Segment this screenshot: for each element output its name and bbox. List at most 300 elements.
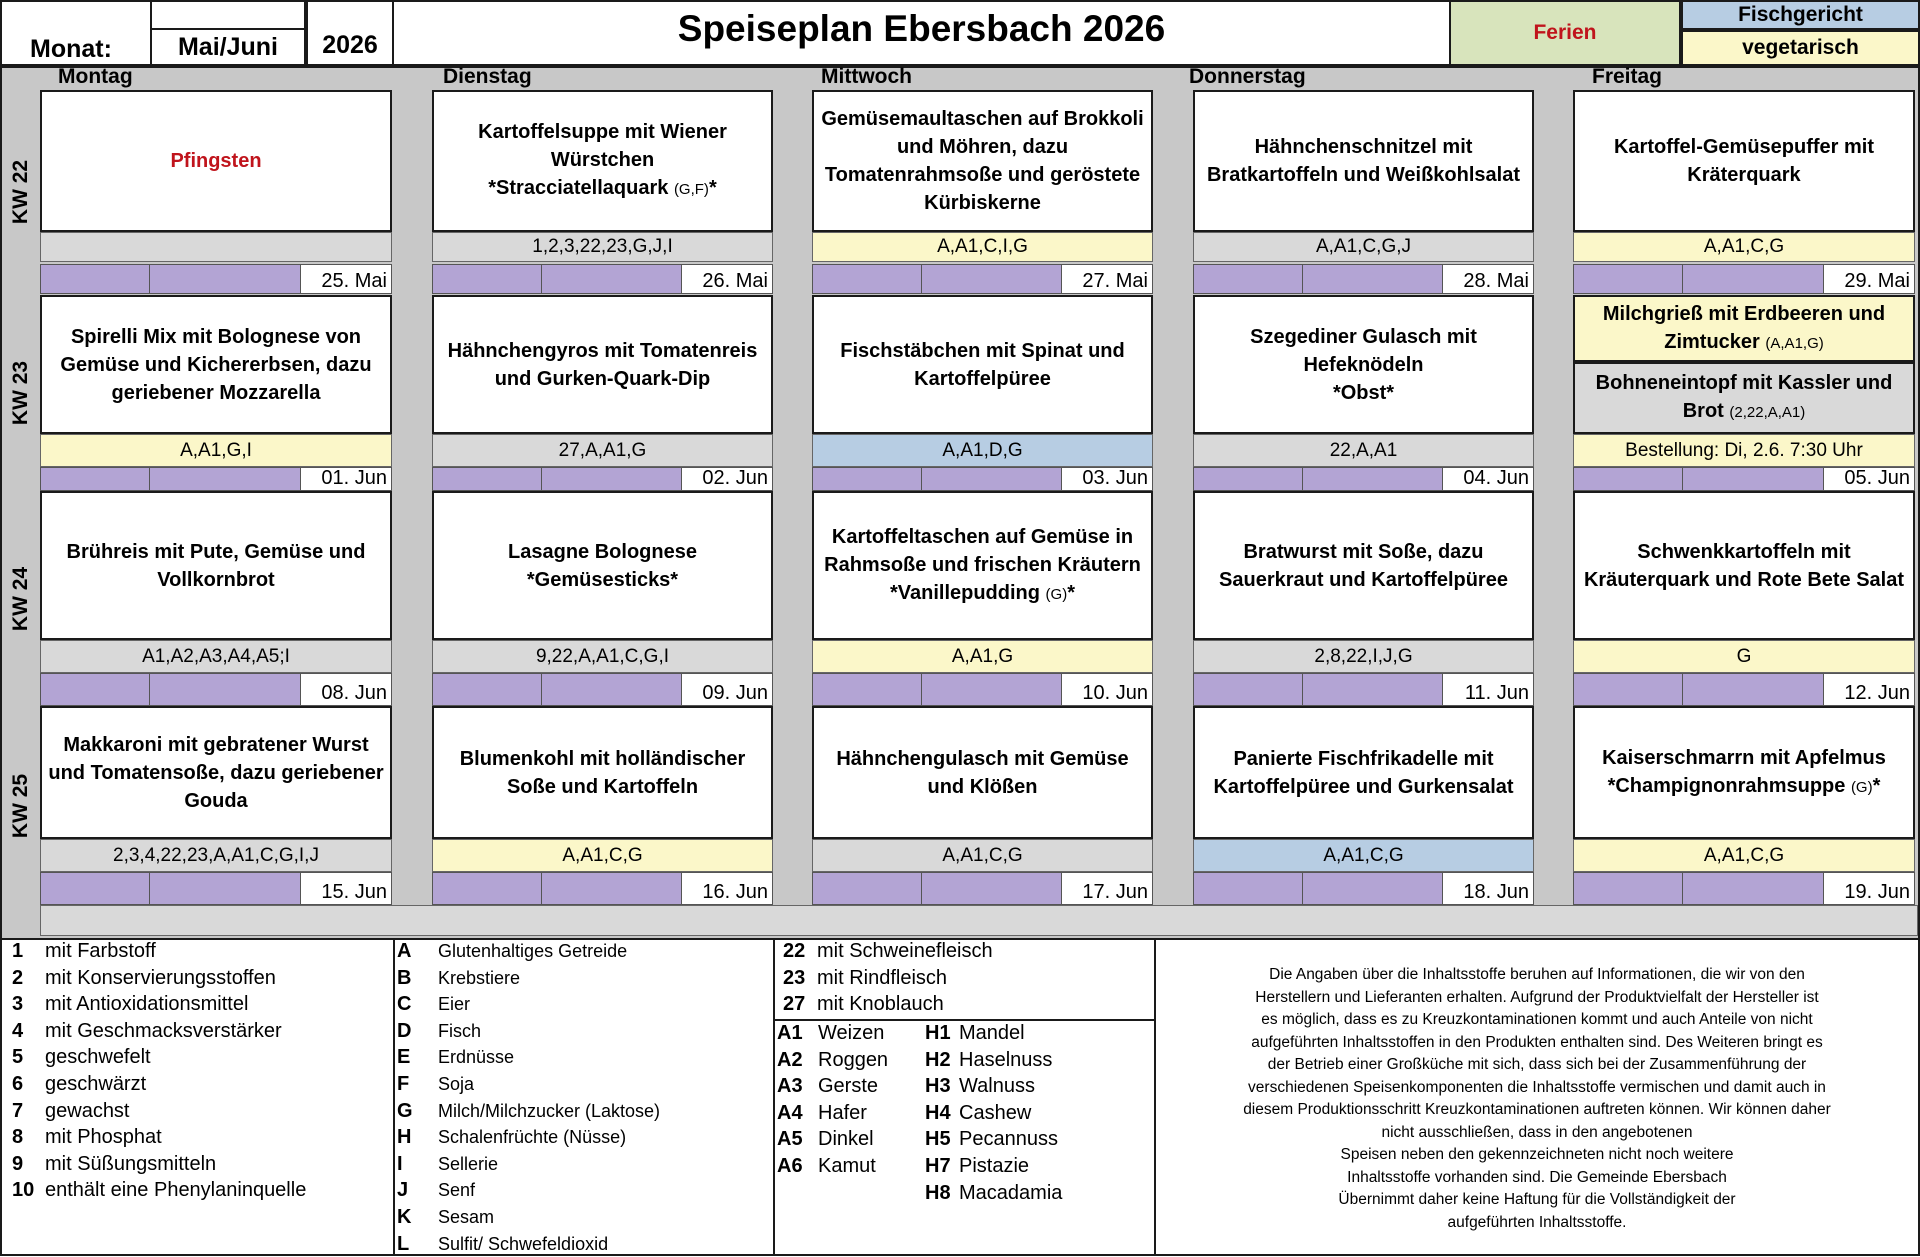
meal-cell[interactable] (1193, 491, 1534, 640)
date-strip (1193, 673, 1534, 706)
grains-text: Weizen (818, 1022, 885, 1044)
month-top-box (150, 0, 306, 30)
nuts-code: H4 (925, 1101, 951, 1124)
additives-code: 6 (12, 1072, 24, 1095)
nuts-code: H5 (925, 1128, 951, 1151)
disclaimer-line: Herstellern und Lieferanten erhalten. Aufgrund der Produktvielfalt der Hersteller ist (1255, 988, 1819, 1006)
allergen-codes: 2,8,22,I,J,G (1193, 640, 1534, 673)
date-label: 09. Jun (681, 674, 772, 705)
meat-list (783, 938, 1153, 1018)
meal-text (440, 118, 765, 204)
meal-title: Schwenkkartoffeln mit Kräuterquark und Rote Bete Salat (1583, 540, 1905, 591)
grains-code: A5 (777, 1128, 803, 1151)
legend-divider-2 (773, 938, 775, 1256)
meat-item (783, 965, 1153, 992)
additives-item (12, 1124, 392, 1151)
date-label: 08. Jun (300, 674, 391, 705)
date-strip-divider (1682, 873, 1683, 904)
meal-text (1201, 745, 1526, 801)
date-label: 27. Mai (1061, 265, 1152, 293)
meal-suffix: * (1067, 581, 1076, 604)
meal-cell[interactable] (812, 706, 1153, 839)
nuts-text: Walnuss (959, 1075, 1035, 1098)
meal-cell[interactable] (1573, 491, 1915, 640)
meal-cell[interactable] (432, 90, 773, 232)
additives-code: 2 (12, 966, 24, 989)
meal-text (48, 323, 384, 407)
allergen-codes: A1,A2,A3,A4,A5;I (40, 640, 392, 673)
meal-cell[interactable] (40, 491, 392, 640)
meal-side: *Champignonrahmsuppe (1607, 774, 1846, 797)
meal-title: Hähnchengulasch mit Gemüse und Klößen (836, 747, 1129, 798)
date-label: 25. Mai (300, 265, 391, 293)
allergen_letters-text: Sulfit/ Schwefeldioxid (438, 1233, 609, 1254)
date-label: 15. Jun (300, 873, 391, 904)
nuts-code: H2 (925, 1048, 951, 1071)
nuts-text: Mandel (959, 1022, 1025, 1044)
allergen_letters-code: J (397, 1179, 409, 1202)
allergen_letters-item (397, 1098, 772, 1125)
date-strip (812, 872, 1153, 905)
meal-title: Milchgrieß mit Erdbeeren und Zimtucker (1602, 302, 1886, 353)
grains-code: A4 (777, 1101, 803, 1124)
date-strip-divider (921, 468, 922, 490)
allergen_letters-text: Senf (438, 1180, 476, 1201)
allergen_letters-text: Sesam (438, 1206, 495, 1227)
meal-title: Lasagne Bolognese (508, 540, 697, 563)
meal-title: Gemüsemaultaschen auf Brokkoli und Möhren, dazu Tomatenrahmsoße und geröstete Kürbiskerne (821, 108, 1144, 214)
meat-text: mit Schweinefleisch (817, 940, 993, 962)
day-header-tuesday: Dienstag (443, 65, 532, 88)
nuts-item (925, 1126, 1150, 1153)
allergen-codes: 2,3,4,22,23,A,A1,C,G,I,J (40, 839, 392, 872)
grains-item (777, 1020, 917, 1047)
disclaimer-note (1156, 964, 1918, 1234)
disclaimer-line: Inhaltsstoffe vorhanden sind. Die Gemeinde Ebersbach (1347, 1168, 1727, 1186)
additives-item (12, 1044, 392, 1071)
date-strip (1573, 264, 1915, 294)
meal-cell[interactable] (432, 706, 773, 839)
additives-text: mit Süßungsmitteln (45, 1152, 217, 1175)
allergen-codes: A,A1,C,G (1573, 839, 1915, 872)
meal-text (820, 745, 1145, 801)
meal-title: Hähnchengyros mit Tomatenreis und Gurken-Quark-Dip (447, 339, 758, 390)
additives-item (12, 965, 392, 992)
nuts-text: Pistazie (959, 1154, 1030, 1177)
allergen_letters-item (397, 938, 772, 965)
date-strip-divider (1302, 468, 1303, 490)
allergen_letters-code: E (397, 1046, 411, 1069)
allergen_letters-code: G (397, 1099, 413, 1122)
grains-code: A3 (777, 1075, 803, 1098)
disclaimer-line: Speisen neben den gekennzeichneten nicht noch weitere (1340, 1146, 1734, 1163)
allergen-codes: 22,A,A1 (1193, 434, 1534, 467)
allergen_letters-text: Sellerie (438, 1153, 499, 1174)
meal-text (1581, 369, 1907, 427)
meal-title: Kaiserschmarrn mit Apfelmus (1602, 746, 1886, 769)
allergen_letters-item (397, 1151, 772, 1178)
meal-cell[interactable] (812, 90, 1153, 232)
allergen_letters-text: Eier (438, 994, 471, 1015)
meal-allergen-note: (G) (1045, 585, 1068, 603)
nuts-code: H7 (925, 1154, 951, 1177)
date-label: 04. Jun (1442, 468, 1533, 490)
nuts-text: Pecannuss (959, 1128, 1058, 1151)
meat-code: 23 (783, 966, 806, 989)
date-label: 10. Jun (1061, 674, 1152, 705)
additives-text: mit Antioxidationsmittel (45, 993, 249, 1016)
allergen-codes (40, 232, 392, 262)
meal-title: Panierte Fischfrikadelle mit Kartoffelpüree und Gurkensalat (1213, 747, 1514, 798)
date-label: 17. Jun (1061, 873, 1152, 904)
allergen-codes: A,A1,C,G (1193, 839, 1534, 872)
additives-code: 10 (12, 1179, 35, 1202)
additives-item (12, 991, 392, 1018)
date-strip (40, 872, 392, 905)
date-strip-divider (1302, 265, 1303, 293)
meal-text (48, 731, 384, 815)
date-strip-divider (921, 265, 922, 293)
date-strip (1573, 872, 1915, 905)
date-label: 29. Mai (1823, 265, 1914, 293)
nuts-text: Cashew (959, 1101, 1032, 1124)
date-strip-divider (149, 873, 150, 904)
additives-item (12, 1071, 392, 1098)
meal-cell-alternative[interactable] (1573, 362, 1915, 434)
meal-title: Blumenkohl mit holländischer Soße und Kartoffeln (459, 747, 746, 798)
allergen-codes: A,A1,C,G (1573, 232, 1915, 262)
nuts-code: H1 (925, 1022, 951, 1044)
date-label: 01. Jun (300, 468, 391, 490)
disclaimer-line: es möglich, dass es zu Kreuzkontaminationen kommt und auch Anteile von nicht (1261, 1011, 1813, 1028)
meal-side: *Obst* (1332, 381, 1395, 404)
additives-text: enthält eine Phenylaninquelle (45, 1179, 307, 1202)
nuts-text: Macadamia (959, 1181, 1063, 1204)
date-label: 19. Jun (1823, 873, 1914, 904)
meal-text (820, 337, 1145, 393)
meal-cell[interactable] (1193, 706, 1534, 839)
disclaimer-line: verschiedenen Speisenkomponenten die Inhaltsstoffe vermischen und damit auch in (1248, 1078, 1826, 1096)
grains-code: A2 (777, 1048, 803, 1071)
allergen-codes: A,A1,C,G (432, 839, 773, 872)
allergen_letters-text: Krebstiere (438, 967, 521, 988)
meal-text (170, 147, 261, 175)
allergen_letters-item (397, 1018, 772, 1045)
week-label (2, 295, 40, 491)
nuts-item (925, 1047, 1150, 1074)
date-label: 12. Jun (1823, 674, 1914, 705)
meal-title: Bohneneintopf mit Kassler und Brot (1595, 372, 1893, 422)
additives-text: mit Konservierungsstoffen (45, 966, 276, 989)
additives-code: 5 (12, 1046, 24, 1069)
allergen_letters-code: A (397, 940, 412, 962)
date-strip (40, 264, 392, 294)
meal-suffix: * (708, 177, 717, 199)
disclaimer-line: diesem Produktionsschritt Kreuzkontaminationen auftreten können. Wir können daher (1243, 1101, 1831, 1118)
meal-cell[interactable] (1573, 706, 1915, 839)
meal-allergen-note: (G) (1850, 778, 1873, 796)
meal-cell[interactable] (812, 295, 1153, 434)
grains-item (777, 1073, 917, 1100)
month-value: Mai/Juni (150, 28, 306, 66)
date-strip-divider (149, 265, 150, 293)
date-strip (432, 673, 773, 706)
allergen-codes: A,A1,C,G (812, 839, 1153, 872)
meal-cell[interactable] (432, 295, 773, 434)
date-strip-divider (1302, 674, 1303, 705)
meal-text (1201, 133, 1526, 189)
day-header-thursday: Donnerstag (1189, 65, 1306, 88)
meat-code: 22 (783, 940, 806, 962)
allergen-codes: A,A1,C,G,J (1193, 232, 1534, 262)
allergen_letters-item (397, 1071, 772, 1098)
additives-code: 9 (12, 1152, 24, 1175)
allergen-codes: 1,2,3,22,23,G,J,I (432, 232, 773, 262)
grains-code: A1 (777, 1022, 803, 1044)
week-label (2, 90, 40, 294)
date-strip (432, 872, 773, 905)
month-label: Monat: (30, 35, 112, 63)
meal-allergen-note: (2,22,A,A1) (1729, 404, 1806, 421)
week-label-text: KW 23 (9, 360, 32, 426)
allergen-codes: G (1573, 640, 1915, 673)
grains-text: Dinkel (818, 1128, 874, 1151)
week-label-text: KW 22 (9, 159, 32, 225)
disclaimer-line: Übernimmt daher keine Haftung für die Vollständigkeit der (1338, 1191, 1736, 1208)
date-strip (40, 467, 392, 491)
meal-title: Spirelli Mix mit Bolognese von Gemüse und Kichererbsen, dazu geriebener Mozzarella (60, 325, 372, 404)
meal-title: Szegediner Gulasch mit Hefeknödeln (1250, 325, 1477, 376)
grains-text: Hafer (818, 1101, 867, 1124)
meal-text (508, 538, 697, 594)
meal-title: Makkaroni mit gebratener Wurst und Tomatensoße, dazu geriebener Gouda (48, 733, 384, 812)
meal-title: Kartoffelsuppe mit Wiener Würstchen (478, 121, 727, 171)
disclaimer-line: der Betrieb einer Großküche mit sich, dass sich bei der Zusammenführung der (1267, 1056, 1807, 1073)
allergen_letters-text: Soja (438, 1073, 475, 1094)
nuts-item (925, 1100, 1150, 1127)
meal-side: *Stracciatellaquark (488, 177, 669, 199)
nuts-code: H3 (925, 1075, 951, 1098)
meal-allergen-note: (G,F) (673, 181, 709, 198)
additives-text: geschwärzt (45, 1072, 147, 1095)
allergen_letters-text: Schalenfrüchte (Nüsse) (438, 1127, 627, 1148)
allergen-codes: A,A1,G (812, 640, 1153, 673)
legend-divider-1 (393, 938, 395, 1256)
allergen_letters-code: D (397, 1019, 412, 1042)
disclaimer-line: nicht ausschließen, dass in den angebotenen (1381, 1123, 1693, 1141)
meal-cell[interactable] (432, 491, 773, 640)
additives-text: gewachst (45, 1099, 130, 1122)
additives-list (12, 938, 392, 1204)
allergen_letters-item (397, 1204, 772, 1231)
date-strip-divider (541, 468, 542, 490)
date-strip (1193, 467, 1534, 491)
allergen_letters-code: F (397, 1072, 410, 1095)
additives-text: mit Phosphat (45, 1126, 162, 1149)
grains-text: Kamut (818, 1154, 876, 1177)
allergen-codes: A,A1,G,I (40, 434, 392, 467)
meal-text (1201, 323, 1526, 407)
meal-text (1581, 538, 1907, 594)
additives-item (12, 938, 392, 965)
allergen_letters-item (397, 1124, 772, 1151)
date-strip-divider (541, 265, 542, 293)
grains-code: A6 (777, 1154, 803, 1177)
additives-text: geschwefelt (45, 1046, 151, 1069)
fisch-legend: Fischgericht (1681, 0, 1920, 30)
date-strip (432, 467, 773, 491)
meal-allergen-note: (A,A1,G) (1765, 334, 1824, 352)
meal-text (1201, 538, 1526, 594)
allergen_letters-text: Fisch (438, 1020, 482, 1041)
meal-cell[interactable] (812, 491, 1153, 640)
nuts-item (925, 1073, 1150, 1100)
allergen_letters-code: B (397, 966, 412, 989)
allergen_letters-item (397, 1177, 772, 1204)
date-strip-divider (149, 468, 150, 490)
meat-text: mit Knoblauch (817, 993, 944, 1016)
additives-code: 4 (12, 1019, 24, 1042)
grains-item (777, 1153, 917, 1180)
meal-title: Kartoffeltaschen auf Gemüse in Rahmsoße und frischen Kräutern (824, 525, 1141, 576)
meal-cell[interactable] (1193, 90, 1534, 232)
disclaimer-line: Die Angaben über die Inhaltsstoffe beruhen auf Informationen, die wir von den (1269, 966, 1805, 983)
meal-text (440, 337, 765, 393)
allergen_letters-item (397, 1231, 772, 1257)
date-strip (40, 673, 392, 706)
date-strip-divider (1682, 468, 1683, 490)
veg-legend: vegetarisch (1681, 30, 1920, 66)
date-label: 02. Jun (681, 468, 772, 490)
allergen_letters-item (397, 991, 772, 1018)
meal-title: Kartoffel-Gemüsepuffer mit Kräterquark (1613, 136, 1875, 186)
additives-item (12, 1018, 392, 1045)
meal-cell[interactable] (40, 706, 392, 839)
grains-item (777, 1126, 917, 1153)
additives-text: mit Farbstoff (45, 940, 156, 962)
meal-title: Hähnchenschnitzel mit Bratkartoffeln und Weißkohlsalat (1206, 136, 1520, 186)
date-strip (1573, 673, 1915, 706)
date-strip-divider (541, 674, 542, 705)
additives-code: 7 (12, 1099, 24, 1122)
date-label: 03. Jun (1061, 468, 1152, 490)
meal-side: *Vanillepudding (889, 581, 1040, 604)
allergen_letters-code: H (397, 1126, 412, 1149)
date-strip (812, 673, 1153, 706)
allergen_letters-code: I (397, 1152, 403, 1175)
day-header-friday: Freitag (1592, 65, 1663, 88)
allergen-codes: A,A1,D,G (812, 434, 1153, 467)
page-title: Speiseplan Ebersbach 2026 (677, 8, 1166, 49)
date-label: 16. Jun (681, 873, 772, 904)
additives-code: 8 (12, 1126, 24, 1149)
meal-cell[interactable] (40, 295, 392, 434)
disclaimer-line: aufgeführten Inhaltsstoffen in den Produkten enthalten sind. Des Weiteren bringt es (1251, 1033, 1823, 1051)
date-strip (812, 467, 1153, 491)
meal-cell[interactable] (1573, 295, 1915, 362)
meal-text (1581, 300, 1907, 358)
date-strip-divider (921, 674, 922, 705)
date-strip (812, 264, 1153, 294)
grains-item (777, 1047, 917, 1074)
additives-item (12, 1098, 392, 1125)
meal-text (820, 105, 1145, 217)
disclaimer-line: aufgeführten Inhaltsstoffe. (1447, 1213, 1627, 1231)
meal-suffix: * (1872, 774, 1881, 797)
meal-text (820, 523, 1145, 609)
week-label-text: KW 24 (9, 566, 32, 631)
allergen_letters-text: Glutenhaltiges Getreide (438, 941, 628, 961)
date-strip-divider (1682, 674, 1683, 705)
grains-text: Roggen (818, 1048, 889, 1071)
meal-text (48, 538, 384, 594)
date-strip (432, 264, 773, 294)
date-strip-divider (921, 873, 922, 904)
meal-text (1581, 133, 1907, 189)
date-label: 05. Jun (1823, 468, 1914, 490)
grain-list (777, 1020, 917, 1180)
date-strip (1193, 264, 1534, 294)
meal-side: *Gemüsesticks* (526, 568, 679, 591)
nuts-item (925, 1020, 1150, 1047)
date-strip-divider (149, 674, 150, 705)
meal-cell[interactable] (1193, 295, 1534, 434)
allergen_letters-item (397, 1044, 772, 1071)
date-strip-divider (541, 873, 542, 904)
nut-list (925, 1020, 1150, 1206)
week-label (2, 491, 40, 706)
day-header-wednesday: Mittwoch (821, 65, 912, 88)
meal-title: Pfingsten (170, 150, 262, 172)
date-label: 26. Mai (681, 265, 772, 293)
nuts-item (925, 1153, 1150, 1180)
date-label: 11. Jun (1442, 674, 1533, 705)
day-header-monday: Montag (58, 65, 133, 88)
nuts-item (925, 1180, 1150, 1207)
meal-title: Fischstäbchen mit Spinat und Kartoffelpüree (840, 339, 1125, 390)
year-value: 2026 (306, 0, 394, 66)
meal-text (1602, 744, 1886, 802)
week-label (2, 706, 40, 905)
nuts-text: Haselnuss (959, 1048, 1053, 1071)
ferien-legend: Ferien (1449, 0, 1681, 66)
allergen-codes: Bestellung: Di, 2.6. 7:30 Uhr (1573, 434, 1915, 467)
allergen_letters-code: K (397, 1205, 412, 1228)
allergen_letters-text: Erdnüsse (438, 1047, 515, 1068)
date-strip (1573, 467, 1915, 491)
additives-item (12, 1151, 392, 1178)
meat-text: mit Rindfleisch (817, 966, 948, 989)
meal-title: Bratwurst mit Soße, dazu Sauerkraut und Kartoffelpüree (1219, 540, 1508, 591)
date-strip (1193, 872, 1534, 905)
grains-text: Gerste (818, 1075, 879, 1098)
allergen_letters-code: C (397, 993, 412, 1016)
week-label-text: KW 25 (9, 773, 32, 838)
additives-code: 1 (12, 940, 24, 962)
additives-text: mit Geschmacksverstärker (45, 1019, 282, 1042)
date-label: 18. Jun (1442, 873, 1533, 904)
allergen-codes: 9,22,A,A1,C,G,I (432, 640, 773, 673)
allergen-letter-list (397, 938, 772, 1257)
allergen_letters-code: L (397, 1232, 410, 1255)
empty-bottom-row (40, 905, 1918, 936)
allergen_letters-item (397, 965, 772, 992)
date-strip-divider (1302, 873, 1303, 904)
meal-text (440, 745, 765, 801)
meal-cell[interactable] (1573, 90, 1915, 232)
additives-code: 3 (12, 993, 24, 1016)
meal-cell[interactable] (40, 90, 392, 232)
